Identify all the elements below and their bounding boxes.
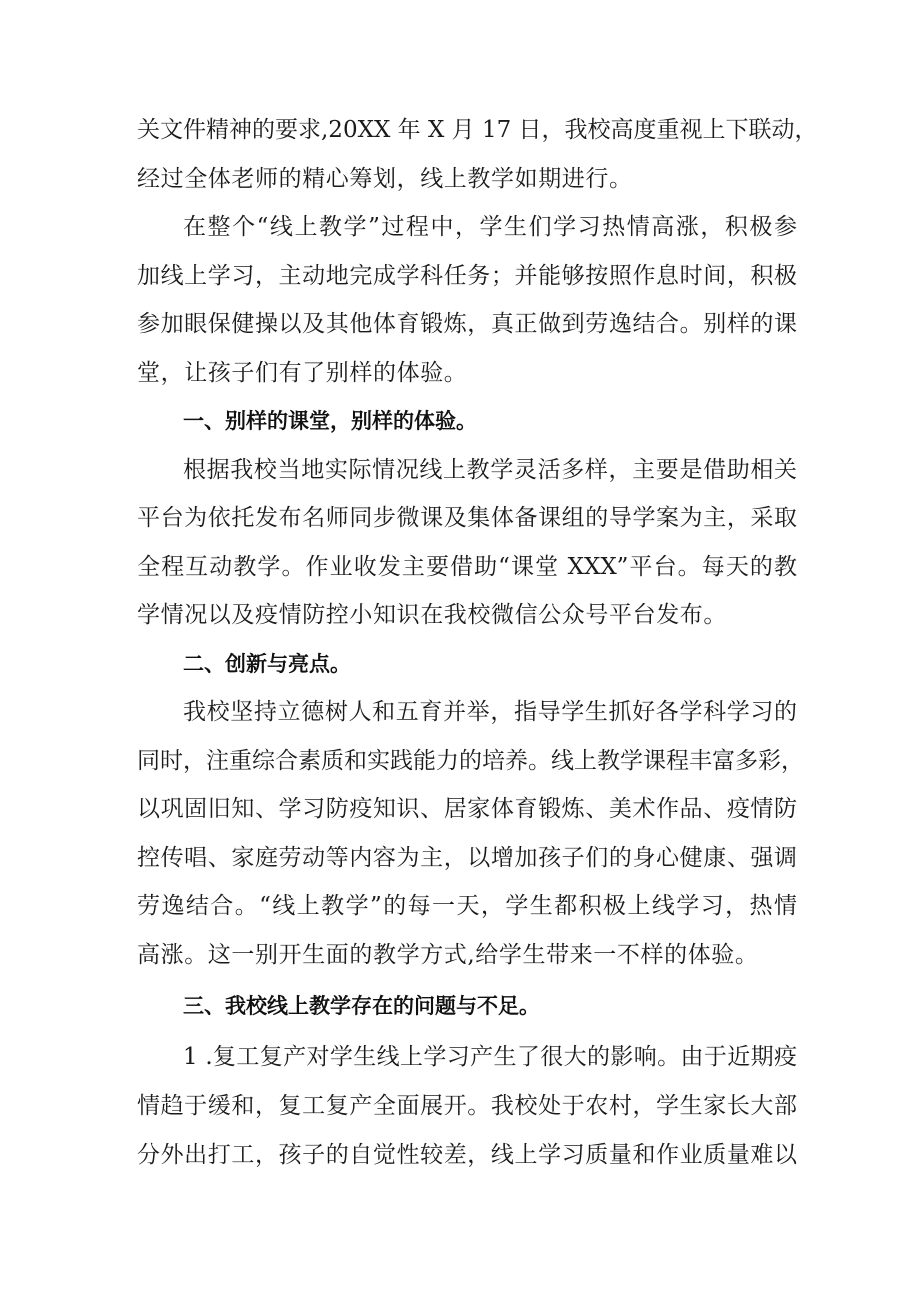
section-heading-3: 三、我校线上教学存在的问题与不足。 — [183, 994, 540, 1018]
body-line: 加线上学习，主动地完成学科任务；并能够按照作息时间，积极 — [137, 263, 797, 289]
section-heading-2: 二、创新与亮点。 — [183, 652, 351, 676]
body-line: 经过全体老师的精心筹划，线上教学如期进行。 — [137, 166, 633, 192]
body-line: 劳逸结合。“线上教学”的每一天，学生都积极上线学习，热情 — [137, 893, 797, 919]
body-line: 堂，让孩子们有了别样的体验。 — [137, 360, 468, 386]
body-line: 控传唱、家庭劳动等内容为主，以增加孩子们的身心健康、强调 — [137, 845, 797, 871]
body-line: 学情况以及疫情防控小知识在我校微信公众号平台发布。 — [137, 602, 727, 628]
body-line: 同时，注重综合素质和实践能力的培养。线上教学课程丰富多彩， — [137, 748, 804, 774]
body-line: 分外出打工，孩子的自觉性较差，线上学习质量和作业质量难以 — [137, 1142, 797, 1168]
body-line: 关文件精神的要求,20XX 年 X 月 17 日，我校高度重视上下联动， — [137, 117, 818, 143]
body-line: 1 .复工复产对学生线上学习产生了很大的影响。由于近期疫 — [183, 1044, 797, 1070]
body-line: 平台为依托发布名师同步微课及集体备课组的导学案为主，采取 — [137, 505, 797, 531]
body-line: 全程互动教学。作业收发主要借助“课堂 XXX”平台。每天的教 — [137, 554, 797, 580]
body-line: 以巩固旧知、学习防疫知识、居家体育锻炼、美术作品、疫情防 — [137, 796, 797, 822]
body-line: 根据我校当地实际情况线上教学灵活多样，主要是借助相关 — [183, 457, 797, 483]
body-line: 参加眼保健操以及其他体育锻炼，真正做到劳逸结合。别样的课 — [137, 311, 797, 337]
body-line: 高涨。这一别开生面的教学方式,给学生带来一不样的体验。 — [137, 942, 759, 968]
section-heading-1: 一、别样的课堂，别样的体验。 — [183, 409, 477, 433]
body-line: 我校坚持立德树人和五育并举，指导学生抓好各学科学习的 — [183, 699, 797, 725]
body-line: 在整个“线上教学”过程中，学生们学习热情高涨，积极参 — [183, 214, 797, 240]
body-line: 情趋于缓和，复工复产全面展开。我校处于农村，学生家长大部 — [137, 1093, 797, 1119]
